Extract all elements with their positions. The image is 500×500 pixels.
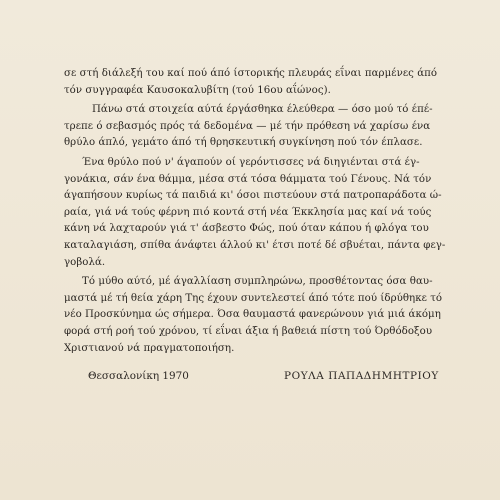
text-line: φορά στή ροή τού χρόνου, τί εΐναι άξια ή βαθειά πίστη τού Όρθόδοξου [64, 325, 433, 337]
text-line: γοβολά. [64, 256, 106, 268]
text-line: Χριστιανού νά πραγματοποιήση. [64, 342, 235, 354]
paragraph-4 [64, 274, 452, 357]
text-line: Ένα θρύλο πού ν' άγαπούν οί γερόντισσες νά διηγιένται στά έγ- [82, 156, 420, 168]
text-line: άγαπήσουν κυρίως τά παιδιά κι' όσοι πιστεύουν στά πατροπαράδοτα ώ- [64, 190, 442, 202]
author-name: ΡΟΥΛΑ ΠΑΠΑΔΗΜΗΤΡΙΟΥ [284, 370, 439, 382]
paragraph-2 [64, 102, 452, 152]
text-line: κάνη νά λαχταρούν γιά τ' άσβεστο Φώς, πού όταν κάπου ή φλόγα του [64, 223, 429, 235]
text-line: σε στή διάλεξή του καί πού άπό ίστορικής πλευράς εΐναι παρμένες άπό [64, 68, 438, 79]
text-line: ραία, γιά νά τούς φέρνη πιό κοντά στή νέα Έκκλησία μας καί νά τούς [64, 206, 432, 218]
place-date: Θεσσαλονίκη 1970 [88, 370, 189, 382]
paragraph-1 [64, 66, 452, 99]
text-line: τόν συγγραφέα Καυσοκαλυβίτη (τού 16ου αΐώνος). [64, 84, 331, 96]
text-line: Τό μύθο αύτό, μέ άγαλλίαση συμπληρώνω, προσθέτοντας όσα θαυ- [82, 276, 433, 288]
text-line: καταλαγιάση, σπίθα άνάφτει άλλού κι' έτσι ποτέ δέ σβυέται, πάντα φεγ- [64, 239, 446, 251]
text-line: γονάκια, σάν ένα θάμμα, μέσα στά τόσα θάμματα τού Γένους. Νά τόν [64, 173, 432, 185]
text-line: θρύλο άπλό, γεμάτο άπό τή θρησκευτική συγκίνηση πού τόν έπλασε. [64, 137, 423, 149]
body-text [64, 66, 452, 357]
text-line: τρεπε ό σεβασμός πρός τά δεδομένα — μέ τήν πρόθεση νά χαρίσω ένα [64, 120, 431, 132]
text-line: νέο Προσκύνημα ώς σήμερα. Όσα θαυμαστά φανερώνουν γιά μιά άκόμη [64, 309, 441, 321]
text-line: Πάνω στά στοιχεία αύτά έργάσθηκα έλεύθερα — όσο μού τό έπέ- [92, 104, 433, 116]
text-line: μαστά μέ τή θεία χάρη Της έχουν συντελεστεί άπό τότε πού ίδρύθηκε τό [64, 292, 443, 304]
paragraph-3 [64, 155, 452, 271]
